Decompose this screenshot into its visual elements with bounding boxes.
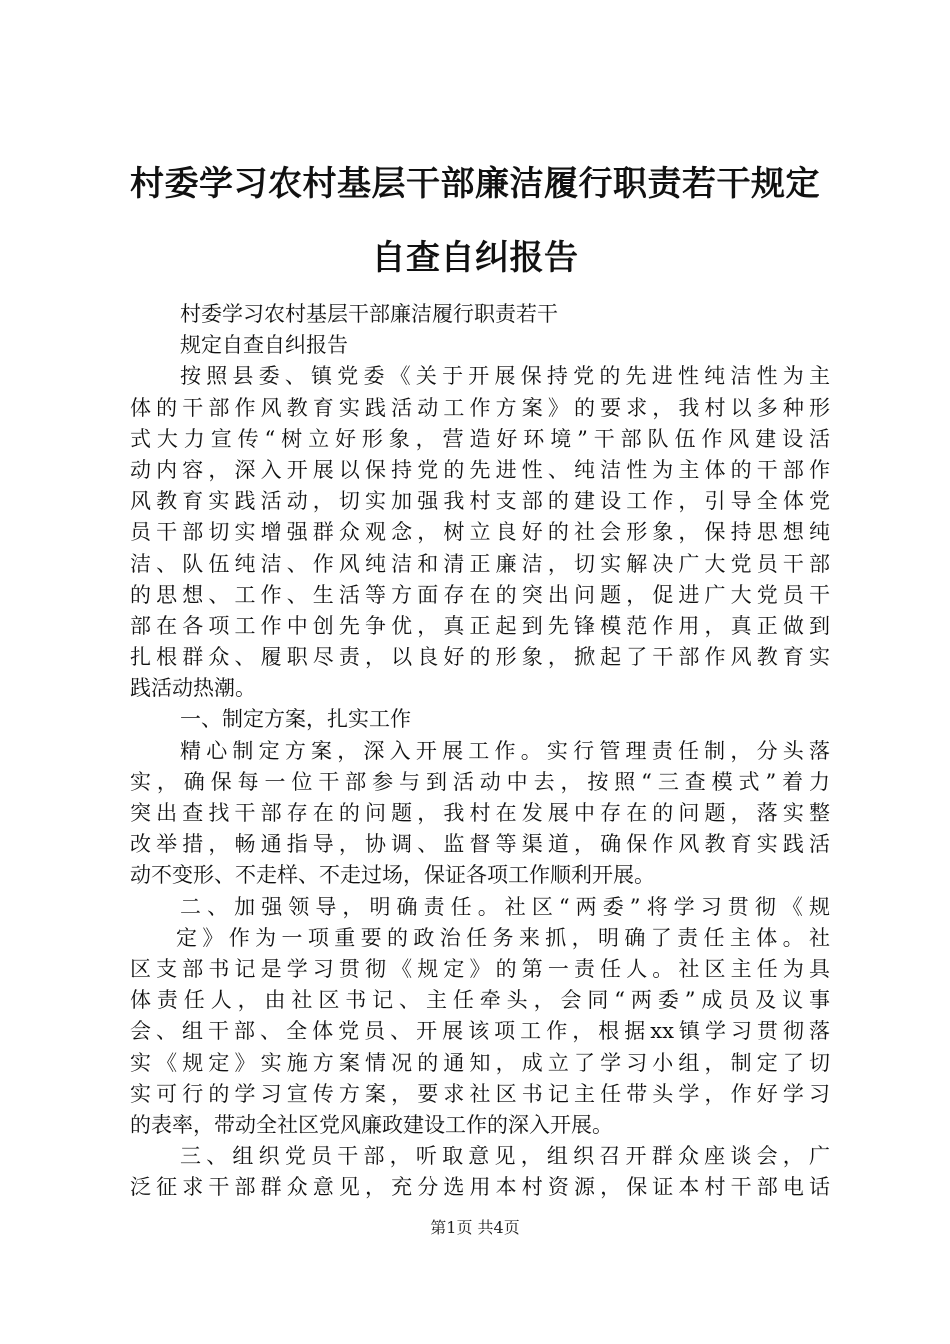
body-line: 规定自查自纠报告 <box>180 333 348 358</box>
body-line: 突出查找干部存在的问题，我村在发展中存在的问题，落实整 <box>130 801 830 825</box>
body-line: 实，确保每一位干部参与到活动中去，按照“三查模式”着力 <box>130 769 830 794</box>
body-line: 式大力宣传“树立好形象，营造好环境”干部队伍作风建设活 <box>130 426 830 451</box>
section-heading: 一、制定方案，扎实工作 <box>180 707 411 732</box>
body-line: 精心制定方案，深入开展工作。实行管理责任制，分头落 <box>180 738 830 763</box>
body-line: 实《规定》实施方案情况的通知，成立了学习小组，制定了切 <box>130 1050 830 1075</box>
body-line: 践活动热潮。 <box>130 676 256 701</box>
body-line: 部在各项工作中创先争优，真正起到先锋模范作用，真正做到 <box>130 613 830 638</box>
body-line: 按照县委、镇党委《关于开展保持党的先进性纯洁性为主 <box>180 364 830 389</box>
body-line: 洁、队伍纯洁、作风纯洁和清正廉洁，切实解决广大党员干部 <box>130 551 830 576</box>
body-line: 动内容，深入开展以保持党的先进性、纯洁性为主体的干部作 <box>130 457 830 482</box>
body-line: 员干部切实增强群众观念，树立良好的社会形象，保持思想纯 <box>130 520 830 545</box>
body-line: 村委学习农村基层干部廉洁履行职责若干 <box>180 302 558 326</box>
body-line: 区支部书记是学习贯彻《规定》的第一责任人。社区主任为具 <box>130 956 830 981</box>
document-title-line-2: 自查自纠报告 <box>371 238 579 278</box>
body-line: 泛征求干部群众意见，充分选用本村资源，保证本村干部电话 <box>130 1175 830 1200</box>
body-line: 的表率，带动全社区党风廉政建设工作的深入开展。 <box>130 1112 613 1137</box>
body-line: 动不变形、不走样、不走过场，保证各项工作顺利开展。 <box>130 863 655 888</box>
page-number-footer: 第1页 共4页 <box>430 1218 520 1237</box>
body-line: 实可行的学习宣传方案，要求社区书记主任带头学，作好学习 <box>130 1081 830 1106</box>
body-line: 体责任人，由社区书记、主任牵头，会同“两委”成员及议事 <box>130 988 830 1013</box>
document-title-line-1: 村委学习农村基层干部廉洁履行职责若干规定 <box>130 164 820 204</box>
document-body <box>130 299 830 1203</box>
body-line: 体的干部作风教育实践活动工作方案》的要求，我村以多种形 <box>130 395 830 420</box>
body-line: 的思想、工作、生活等方面存在的突出问题，促进广大党员干 <box>130 582 830 607</box>
body-line: 三、组织党员干部，听取意见，组织召开群众座谈会，广 <box>180 1144 830 1169</box>
body-line: 二、加强领导，明确责任。社区“两委”将学习贯彻《规 <box>180 894 830 919</box>
body-line: 风教育实践活动，切实加强我村支部的建设工作，引导全体党 <box>130 489 830 514</box>
body-line: 定》作为一项重要的政治任务来抓，明确了责任主体。社 <box>176 925 830 950</box>
body-line: 扎根群众、履职尽责，以良好的形象，掀起了干部作风教育实 <box>130 645 830 670</box>
body-line: 会、组干部、全体党员、开展该项工作，根据xx镇学习贯彻落 <box>130 1019 830 1044</box>
body-line: 改举措，畅通指导，协调、监督等渠道，确保作风教育实践活 <box>130 832 830 857</box>
